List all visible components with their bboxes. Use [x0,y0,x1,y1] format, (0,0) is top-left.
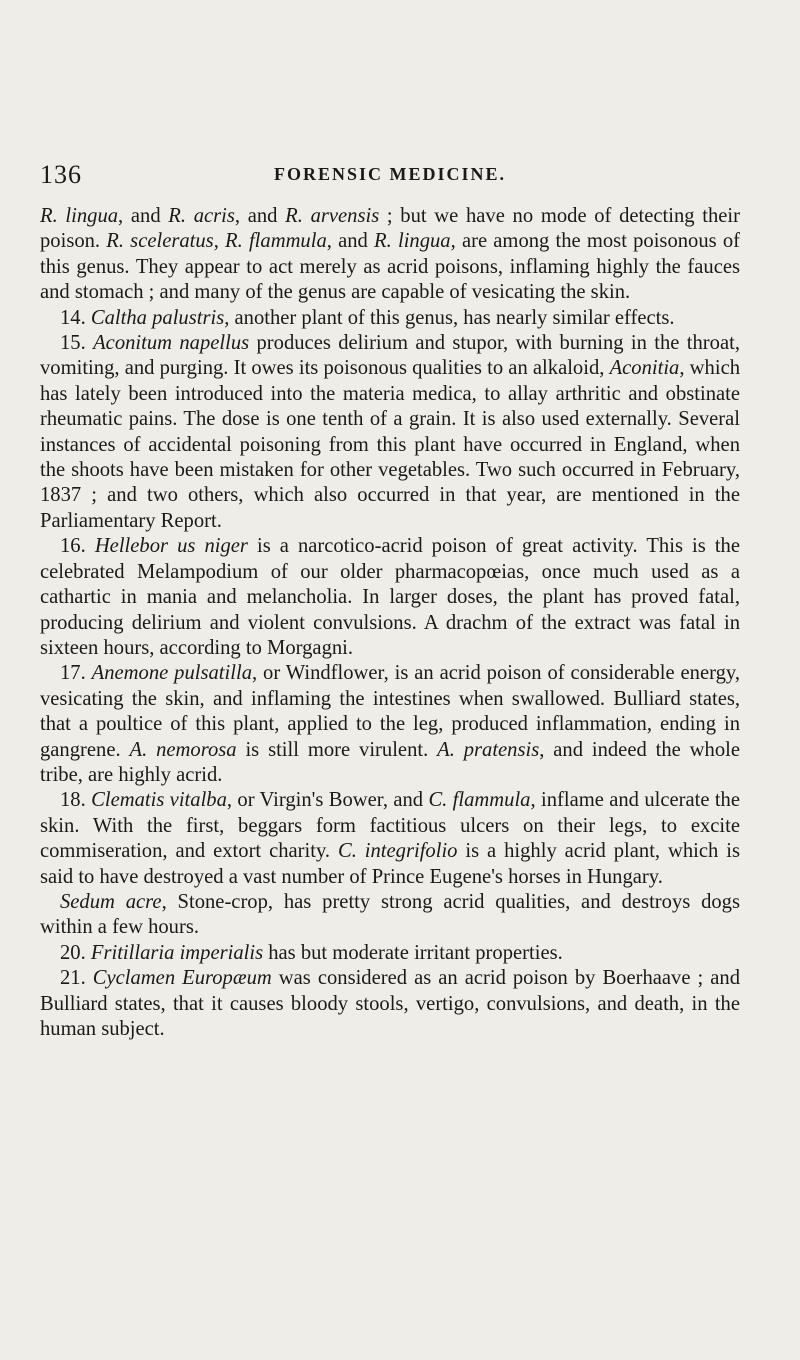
text-run: 18. [60,789,92,812]
text-run: is still more virulent. [236,738,438,761]
paragraph [40,331,740,534]
italic-term: A. nemorosa [129,738,237,761]
italic-term: Clematis vitalba [91,789,227,812]
running-title: FORENSIC MEDICINE. [273,164,507,184]
text-run: 21. [60,967,93,990]
text-run: 14. [60,306,91,329]
text-run: , or Virgin's Bower, and [226,789,429,812]
italic-term: Anemone pulsatilla [91,662,252,685]
italic-term: R. sceleratus [106,230,214,253]
text-run: 15. [60,332,94,355]
text-run: 17. [60,662,92,685]
text-run: 20. [60,941,91,964]
italic-term: R. arvensis [285,205,380,227]
text-run: , and indeed the whole tribe, are highly acrid. [40,738,740,786]
paragraph [40,788,740,890]
paragraph [40,204,740,306]
italic-term: C. flammula [428,789,531,812]
paragraph [40,890,740,941]
text-run: , which has lately been introduced into the materia medica, to allay arthritic and obstinate rheumatic pains. The dose is one tenth of a grain. It is also used externally. Several instances of accidental poisoning from this plant have occurred in England, when the shoots have been mistaken for other vegetables. Two such occurred in February, 1837 ; and two others, which also occurred in that year, are mentioned in the Parliamentary Report. [40,357,741,532]
text-run: was considered as an acrid poison by Boerhaave ; and Bulliard states, that it causes bloody stools, vertigo, convulsions, and death, in the human subject. [40,967,740,1040]
italic-term: Cyclamen Europæum [92,967,272,990]
paragraph [40,941,740,966]
page-header [40,160,740,190]
text-run: , inflame and ulcerate the skin. With the first, beggars form factitious ulcers on their legs, to excite commiseration, and extort charity. [40,789,740,863]
text-run: , are among the most poisonous of this genus. They appear to act merely as acrid poisons, inflaming highly the fauces and stomach ; and many of the genus are capable of vesicating the skin. [40,230,740,304]
text-run: , and [326,230,375,253]
text-run: , [213,230,226,253]
text-run: produces delirium and stupor, with burning in the throat, vomiting, and purging. It owes its poisonous qualities to an alkaloid, [40,332,740,380]
paragraph [40,534,740,661]
text-run: has but moderate irritant properties. [263,941,563,964]
text-run: , and [234,205,286,227]
italic-term: C. integrifolio [337,840,458,863]
italic-term: Hellebor us niger [94,535,248,558]
paragraph [40,966,740,1042]
italic-term: Aconitia [609,357,680,380]
text-run: , Stone-crop, has pretty strong acrid qualities, and destroys dogs within a few hours. [40,890,740,939]
text-run: , and [118,205,169,227]
text-run: is a narcotico-acrid poison of great activity. This is the celebrated Melampodium of our older pharmacopœias, once much used as a cathartic in mania and melancholia. In larger doses, the plant has proved fatal, producing delirium and violent convulsions. A drachm of the extract was fatal in sixteen hours, according to Morgagni. [40,535,740,659]
italic-term: A. pratensis [437,738,540,761]
text-run: , or Windflower, is an acrid poison of considerable energy, vesicating the skin, and inflaming the intestines when swallowed. Bulliard states, that a poultice of this plant, applied to the leg, produced inflammation, ending in gangrene. [40,662,740,761]
paragraph [40,661,740,788]
text-run: 16. [60,535,95,558]
italic-term: R. lingua [40,205,119,227]
text-run: ; but we have no mode of detecting their poison. [40,205,740,253]
body-text [40,204,740,1042]
italic-term: R. lingua [374,230,451,253]
text-run: , another plant of this genus, has nearly similar effects. [224,306,675,329]
italic-term: R. acris [168,205,235,227]
page-number: 136 [40,160,82,189]
italic-term: R. flammula [225,230,327,253]
italic-term: Caltha palustris [90,306,225,329]
italic-term: Aconitum napellus [93,332,250,355]
italic-term: Fritillaria imperialis [90,941,264,964]
paragraph [40,306,740,331]
text-run: is a highly acrid plant, which is said to have destroyed a vast number of Prince Eugene's horses in Hungary. [40,840,740,888]
italic-term: Sedum acre [60,890,162,913]
